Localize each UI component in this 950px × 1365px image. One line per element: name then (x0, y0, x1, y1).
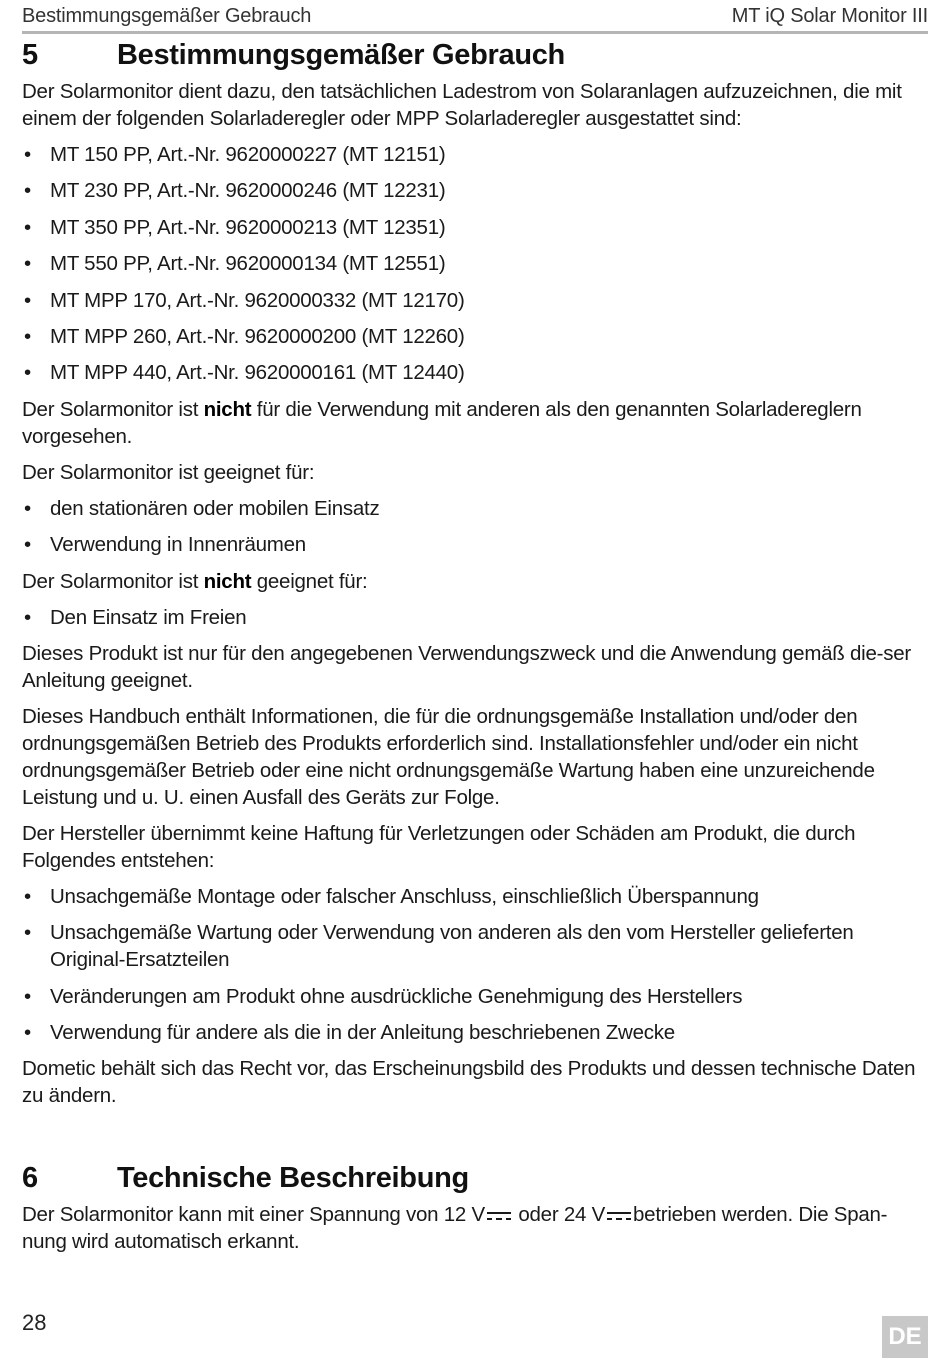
section-number: 6 (22, 1162, 38, 1195)
direct-current-icon (606, 1209, 632, 1223)
intro-paragraph: Der Solarmonitor dient dazu, den tatsächlichen Ladestrom von Solaranlagen aufzuzeichnen, die mit einem der folgenden Solarladeregler oder MPP Solarladeregler ausgestattet sind: (22, 80, 902, 130)
list-item: • Unsachgemäße Wartung oder Verwendung von anderen als den vom Hersteller gelieferten Original-Ersatzteilen (24, 921, 854, 972)
page-number: 28 (22, 1310, 47, 1335)
document-page (22, 0, 928, 1264)
bullet-icon: • (24, 143, 31, 166)
section-6-heading (22, 1162, 928, 1195)
suitable-intro: Der Solarmonitor ist geeignet für: (22, 460, 315, 484)
bullet-icon: • (24, 288, 31, 312)
section-title: Bestimmungsgemäßer Gebrauch (117, 39, 565, 71)
list-item: • Verwendung in Innenräumen (24, 533, 306, 557)
list-item: • MT MPP 260, Art.-Nr. 9620000200 (MT 12260) (24, 324, 465, 348)
unsuitable-intro: Der Solarmonitor ist nicht geeignet für: (22, 569, 368, 593)
list-item: • Veränderungen am Produkt ohne ausdrückliche Genehmigung des Herstellers (24, 984, 743, 1008)
list-item: • MT 230 PP, Art.-Nr. 9620000246 (MT 12231) (24, 179, 446, 203)
bullet-icon: • (24, 984, 31, 1008)
header-chapter-title: Bestimmungsgemäßer Gebrauch (22, 5, 312, 27)
bullet-icon: • (24, 1021, 31, 1045)
bullet-icon: • (24, 884, 31, 908)
section-5-heading (22, 39, 928, 72)
list-item: • Verwendung für andere als die in der Anleitung beschriebenen Zwecke (24, 1021, 675, 1045)
header-product-name: MT iQ Solar Monitor III (731, 5, 928, 27)
bullet-icon: • (24, 324, 31, 348)
running-header (22, 0, 928, 34)
section-title: Technische Beschreibung (117, 1162, 469, 1195)
list-item: • MT 150 PP, Art.-Nr. 9620000227 (MT 12151) (24, 143, 446, 166)
list-item: • MT MPP 440, Art.-Nr. 9620000161 (MT 12440) (24, 361, 465, 385)
bullet-icon: • (24, 605, 31, 629)
list-item: • Unsachgemäße Montage oder falscher Anschluss, einschließlich Überspannung (24, 884, 759, 908)
list-item: • MT MPP 170, Art.-Nr. 9620000332 (MT 12170) (24, 288, 465, 312)
section-number: 5 (22, 39, 38, 71)
suitable-list (22, 495, 928, 558)
list-item: • Den Einsatz im Freien (24, 605, 247, 629)
voltage-paragraph: Der Solarmonitor kann mit einer Spannung von 12 V oder 24 V betrieben werden. Die Span-nung wird automatisch erkannt. (22, 1203, 888, 1254)
liability-intro: Der Hersteller übernimmt keine Haftung für Verletzungen oder Schäden am Produkt, die durch Folgendes entstehen: (22, 821, 856, 872)
unsuitable-list (22, 604, 928, 631)
bullet-icon: • (24, 252, 31, 276)
liability-list (22, 883, 928, 1046)
list-item: • MT 550 PP, Art.-Nr. 9620000134 (MT 12551) (24, 252, 446, 276)
direct-current-icon (486, 1209, 512, 1223)
purpose-paragraph: Dieses Produkt ist nur für den angegebenen Verwendungszweck und die Anwendung gemäß die-ser Anleitung geeignet. (22, 641, 911, 692)
rights-paragraph: Dometic behält sich das Recht vor, das Erscheinungsbild des Produkts und dessen technische Daten zu ändern. (22, 1057, 916, 1108)
list-item: • den stationären oder mobilen Einsatz (24, 496, 380, 520)
not-intended-paragraph: Der Solarmonitor ist nicht für die Verwendung mit anderen als den genannten Solarladereglern vorgesehen. (22, 397, 862, 448)
language-badge: DE (882, 1316, 928, 1358)
section-spacer (22, 1118, 928, 1157)
bullet-icon: • (24, 179, 31, 203)
bullet-icon: • (24, 215, 31, 239)
bullet-icon: • (24, 496, 31, 520)
list-item: • MT 350 PP, Art.-Nr. 9620000213 (MT 12351) (24, 215, 446, 239)
bullet-icon: • (24, 921, 31, 945)
bullet-icon: • (24, 361, 31, 385)
manual-info-paragraph: Dieses Handbuch enthält Informationen, die für die ordnungsgemäße Installation und/oder den ordnungsgemäßen Betrieb des Produkts erforderlich sind. Installationsfehler und/oder ein nicht ordnungsgemäßer Betrieb oder eine nicht ordnungsgemäße Wartung haben eine unzureichende Leistung und u. U. einen Ausfall des Geräts zur Folge. (22, 704, 875, 809)
bullet-icon: • (24, 533, 31, 557)
controller-list (22, 141, 928, 386)
